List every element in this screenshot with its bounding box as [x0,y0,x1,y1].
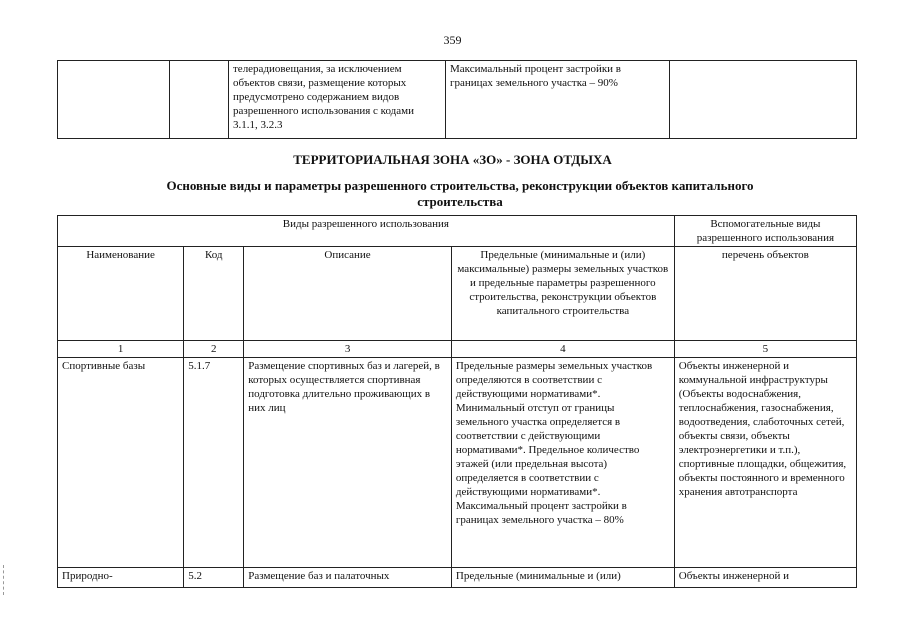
col-number: 2 [184,341,244,358]
table-row [58,61,857,139]
col-aux-header: перечень объектов [674,247,856,341]
col-name-header: Наименование [58,247,184,341]
params-cell: Предельные (минимальные и (или) [451,568,674,588]
empty-cell [170,61,229,139]
group-header: Виды разрешенного использования [58,216,675,247]
col-number: 4 [451,341,674,358]
empty-cell [58,61,170,139]
name-cell: Природно- [58,568,184,588]
zone-title: ТЕРРИТОРИАЛЬНАЯ ЗОНА «ЗО» - ЗОНА ОТДЫХА [293,152,612,167]
col-params-header: Предельные (минимальные и (или) максимальные) размеры земельных участков и предельные параметры разрешенного строительства, реконструкции объектов капитального строительства [451,247,674,341]
description-cell: Размещение баз и палаточных [244,568,452,588]
code-cell: 5.1.7 [184,358,244,568]
continued-table [57,60,857,139]
col-number: 3 [244,341,452,358]
table-row [58,568,857,588]
name-cell: Спортивные базы [58,358,184,568]
empty-cell [670,61,857,139]
number-row [58,341,857,358]
col-number: 5 [674,341,856,358]
code-cell: 5.2 [184,568,244,588]
col-desc-header: Описание [244,247,452,341]
description-cell: телерадиовещания, за исключением объектов связи, размещение которых предусмотрено содержанием видов разрешенного использования с кодами 3.1.1, 3.2.3 [229,61,446,139]
page-number: 359 [443,33,462,47]
col-number: 1 [58,341,184,358]
header-row [58,247,857,341]
margin-mark [3,565,7,595]
aux-cell: Объекты инженерной и коммунальной инфраструктуры (Объекты водоснабжения, теплоснабжения, газоснабжения, водоотведения, слаботочных сетей, объекты связи, объекты электроэнергетики и т.п.), спортивные площадки, общежития, объекты постоянного и временного хранения автотранспорта [674,358,856,568]
aux-header: Вспомогательные виды разрешенного использования [674,216,856,247]
params-cell: Максимальный процент застройки в границах земельного участка – 90% [446,61,670,139]
header-row [58,216,857,247]
table-row [58,358,857,568]
zone-table [57,215,857,588]
description-cell: Размещение спортивных баз и лагерей, в которых осуществляется спортивная подготовка длительно проживающих в них лиц [244,358,452,568]
aux-cell: Объекты инженерной и [674,568,856,588]
section-title: Основные виды и параметры разрешенного строительства, реконструкции объектов капитального строительства [166,178,754,209]
params-cell: Предельные размеры земельных участков определяются в соответствии с действующими нормативами*. Минимальный отступ от границы земельного участка определяется в соответствии с действующими нормативами*. Предельное количество этажей (или предельная высота) определяется в соответствии с действующими нормативами*. Максимальный процент застройки в границах земельного участка – 80% [451,358,674,568]
col-code-header: Код [184,247,244,341]
